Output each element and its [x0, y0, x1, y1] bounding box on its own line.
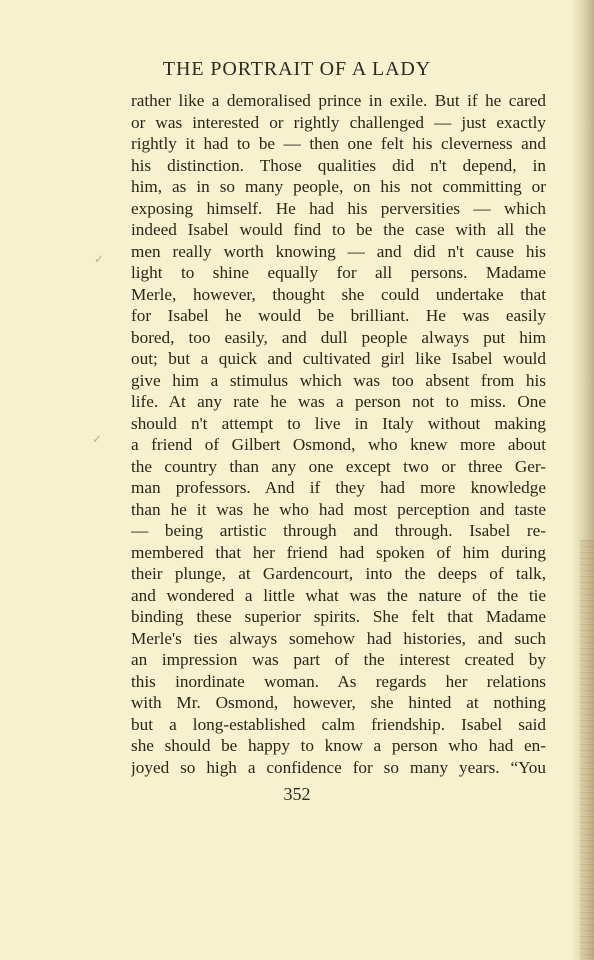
pencil-mark: ✓: [92, 432, 103, 446]
text-line: but a long-established calm friendship. Isabel said: [131, 714, 546, 734]
text-line: life. At any rate he was a person not to miss. One: [131, 392, 546, 411]
text-line: light to shine equally for all persons. Madame: [131, 263, 546, 282]
text-line: for Isabel he would be brilliant. He was easily: [131, 306, 546, 325]
text-line: exposing himself. He had his perversities — which: [131, 198, 546, 218]
text-line: indeed Isabel would find to be the case with all the: [131, 220, 546, 239]
pencil-mark: ✓: [94, 252, 105, 266]
text-line: men really worth knowing — and did n't cause his: [131, 241, 546, 261]
text-line: Merle's ties always somehow had histories, and such: [131, 628, 546, 648]
text-line: his distinction. Those qualities did n't depend, in: [131, 155, 546, 175]
text-line: man professors. And if they had more knowledge: [131, 478, 546, 497]
text-line: a friend of Gilbert Osmond, who knew more about: [131, 435, 546, 454]
text-line: binding these superior spirits. She felt that Madame: [131, 607, 546, 626]
text-line: an impression was part of the interest created by: [131, 650, 546, 669]
text-line: or was interested or rightly challenged — just exactly: [131, 112, 546, 132]
text-line: — being artistic through and through. Isabel re-: [131, 521, 546, 540]
text-line: out; but a quick and cultivated girl like Isabel would: [131, 349, 546, 368]
text-line: than he it was he who had most perception and taste: [131, 499, 546, 519]
text-line: rightly it had to be — then one felt his cleverness and: [131, 134, 546, 153]
text-line: him, as in so many people, on his not committing or: [131, 177, 546, 196]
body-text: [131, 90, 546, 778]
text-line: and wondered a little what was the nature of the tie: [131, 585, 546, 605]
text-line: should n't attempt to live in Italy without making: [131, 413, 546, 433]
page-edge-shading: [580, 540, 594, 960]
text-line: this inordinate woman. As regards her relations: [131, 671, 546, 691]
text-line: with Mr. Osmond, however, she hinted at nothing: [131, 693, 546, 712]
text-line: bored, too easily, and dull people always put him: [131, 327, 546, 347]
text-line: rather like a demoralised prince in exile. But if he cared: [131, 91, 546, 110]
text-line: joyed so high a confidence for so many years. “You: [131, 757, 546, 777]
running-title: THE PORTRAIT OF A LADY: [162, 58, 432, 80]
text-line: she should be happy to know a person who had en-: [131, 736, 546, 755]
text-line: membered that her friend had spoken of him during: [131, 542, 546, 562]
page-number: 352: [283, 784, 311, 804]
text-line: give him a stimulus which was too absent from his: [131, 370, 546, 390]
text-line: the country than any one except two or three Ger-: [131, 456, 546, 476]
text-line: Merle, however, thought she could undertake that: [131, 284, 546, 304]
text-line: their plunge, at Gardencourt, into the deeps of talk,: [131, 564, 546, 583]
